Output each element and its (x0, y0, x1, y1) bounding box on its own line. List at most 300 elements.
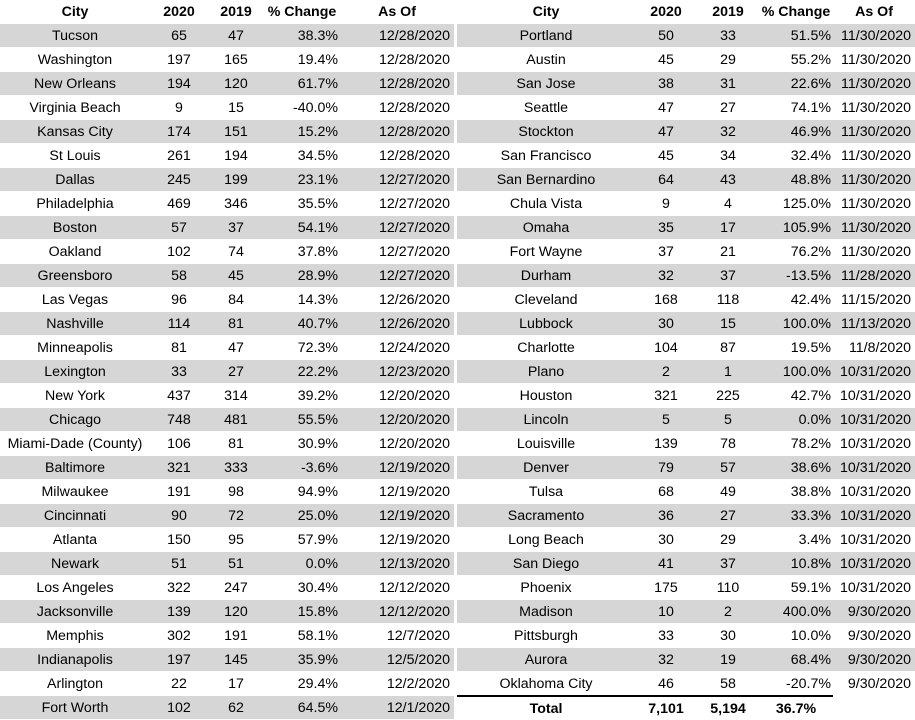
right-header-row (457, 0, 915, 24)
percent-change-cell: 35.5% (264, 192, 340, 216)
as-of-date-cell: 9/30/2020 (833, 624, 915, 648)
as-of-date-cell: 12/12/2020 (340, 576, 454, 600)
value-2020-cell: 174 (150, 120, 208, 144)
city-cell: Charlotte (457, 336, 635, 360)
column-header-2020: 2020 (163, 4, 195, 20)
as-of-date-cell: 12/19/2020 (340, 528, 454, 552)
value-2020-cell: 469 (150, 192, 208, 216)
column-header-change: % Change (267, 4, 337, 20)
city-cell: Virginia Beach (0, 96, 150, 120)
table-row (0, 144, 454, 168)
value-2019-cell: 27 (208, 360, 264, 384)
as-of-date-cell: 11/15/2020 (833, 288, 915, 312)
value-2020-cell: 32 (635, 648, 697, 672)
percent-change-cell: 94.9% (264, 480, 340, 504)
value-2020-cell: 45 (635, 144, 697, 168)
value-2019-cell: 17 (697, 216, 759, 240)
value-2019-cell: 199 (208, 168, 264, 192)
percent-change-cell: 3.4% (759, 528, 833, 552)
as-of-date-cell: 12/19/2020 (340, 480, 454, 504)
table-row (0, 624, 454, 648)
left-table-body (0, 24, 454, 720)
value-2020-cell: 748 (150, 408, 208, 432)
city-cell: Washington (0, 48, 150, 72)
value-2020-cell: 10 (635, 600, 697, 624)
value-2019-cell: 49 (697, 480, 759, 504)
city-cell: Philadelphia (0, 192, 150, 216)
percent-change-cell: 34.5% (264, 144, 340, 168)
as-of-date-cell: 11/30/2020 (833, 168, 915, 192)
value-2020-cell: 168 (635, 288, 697, 312)
column-header-city: City (61, 4, 89, 20)
city-cell: Lubbock (457, 312, 635, 336)
as-of-date-cell: 10/31/2020 (833, 384, 915, 408)
city-cell: St Louis (0, 144, 150, 168)
city-cell: Stockton (457, 120, 635, 144)
city-cell: Oklahoma City (457, 672, 635, 697)
as-of-date-cell: 12/20/2020 (340, 384, 454, 408)
right-city-table (457, 0, 915, 720)
city-cell: Cleveland (457, 288, 635, 312)
value-2019-cell: 110 (697, 576, 759, 600)
table-row (457, 144, 915, 168)
table-row (0, 528, 454, 552)
value-2020-cell: 102 (150, 240, 208, 264)
as-of-date-cell: 12/24/2020 (340, 336, 454, 360)
city-cell: Memphis (0, 624, 150, 648)
value-2019-cell: 17 (208, 672, 264, 696)
as-of-date-cell: 9/30/2020 (833, 600, 915, 624)
percent-change-cell: -40.0% (264, 96, 340, 120)
value-2020-cell: 65 (150, 24, 208, 48)
as-of-date-cell: 11/28/2020 (833, 264, 915, 288)
value-2020-cell: 9 (635, 192, 697, 216)
as-of-date-cell: 12/7/2020 (340, 624, 454, 648)
value-2020-cell: 33 (150, 360, 208, 384)
city-cell: Dallas (0, 168, 150, 192)
as-of-date-cell: 12/28/2020 (340, 120, 454, 144)
column-header-2019: 2019 (220, 4, 252, 20)
value-2019-cell: 78 (697, 432, 759, 456)
percent-change-cell: 30.4% (264, 576, 340, 600)
table-row (0, 408, 454, 432)
city-cell: Denver (457, 456, 635, 480)
percent-change-cell: -13.5% (759, 264, 833, 288)
table-row (457, 216, 915, 240)
value-2019-cell: 19 (697, 648, 759, 672)
city-cell: San Francisco (457, 144, 635, 168)
as-of-date-cell: 12/23/2020 (340, 360, 454, 384)
as-of-date-cell: 10/31/2020 (833, 480, 915, 504)
table-row (0, 264, 454, 288)
value-2019-cell: 98 (208, 480, 264, 504)
value-2020-cell: 437 (150, 384, 208, 408)
city-cell: San Bernardino (457, 168, 635, 192)
percent-change-cell: 35.9% (264, 648, 340, 672)
as-of-date-cell: 11/30/2020 (833, 96, 915, 120)
city-cell: Phoenix (457, 576, 635, 600)
value-2019-cell: 333 (208, 456, 264, 480)
value-2020-cell: 47 (635, 96, 697, 120)
city-cell: Aurora (457, 648, 635, 672)
value-2020-cell: 50 (635, 24, 697, 48)
value-2019-cell: 30 (697, 624, 759, 648)
value-2019-cell: 32 (697, 120, 759, 144)
table-row (0, 648, 454, 672)
value-2019-cell: 27 (697, 504, 759, 528)
value-2019-cell: 47 (208, 24, 264, 48)
as-of-date-cell: 12/28/2020 (340, 96, 454, 120)
percent-change-cell: 46.9% (759, 120, 833, 144)
value-2020-cell: 38 (635, 72, 697, 96)
table-row (457, 552, 915, 576)
city-cell: Portland (457, 24, 635, 48)
value-2019-cell: 81 (208, 312, 264, 336)
city-cell: Kansas City (0, 120, 150, 144)
value-2020-cell: 64 (635, 168, 697, 192)
city-cell: Chula Vista (457, 192, 635, 216)
table-row (457, 600, 915, 624)
total-label: Total (457, 696, 635, 720)
table-row (457, 408, 915, 432)
city-cell: San Diego (457, 552, 635, 576)
table-row (457, 384, 915, 408)
value-2020-cell: 35 (635, 216, 697, 240)
value-2020-cell: 104 (635, 336, 697, 360)
as-of-date-cell: 10/31/2020 (833, 408, 915, 432)
table-row (457, 48, 915, 72)
value-2020-cell: 197 (150, 48, 208, 72)
percent-change-cell: 74.1% (759, 96, 833, 120)
city-cell: Chicago (0, 408, 150, 432)
city-cell: Madison (457, 600, 635, 624)
city-cell: Sacramento (457, 504, 635, 528)
column-header-2020: 2020 (650, 4, 682, 20)
value-2020-cell: 68 (635, 480, 697, 504)
table-row (457, 24, 915, 48)
percent-change-cell: -20.7% (759, 672, 833, 697)
percent-change-cell: 64.5% (264, 696, 340, 720)
value-2020-cell: 37 (635, 240, 697, 264)
value-2020-cell: 139 (150, 600, 208, 624)
table-row (0, 672, 454, 696)
value-2019-cell: 51 (208, 552, 264, 576)
percent-change-cell: 55.2% (759, 48, 833, 72)
column-header-change: % Change (761, 4, 831, 20)
table-row (0, 456, 454, 480)
as-of-date-cell: 11/8/2020 (833, 336, 915, 360)
as-of-date-cell: 11/30/2020 (833, 144, 915, 168)
value-2019-cell: 57 (697, 456, 759, 480)
percent-change-cell: 125.0% (759, 192, 833, 216)
city-cell: Austin (457, 48, 635, 72)
table-row (457, 120, 915, 144)
value-2020-cell: 45 (635, 48, 697, 72)
value-2020-cell: 57 (150, 216, 208, 240)
table-row (457, 96, 915, 120)
percent-change-cell: 37.8% (264, 240, 340, 264)
percent-change-cell: 10.0% (759, 624, 833, 648)
value-2019-cell: 33 (697, 24, 759, 48)
percent-change-cell: 78.2% (759, 432, 833, 456)
table-row (0, 336, 454, 360)
as-of-date-cell: 10/31/2020 (833, 552, 915, 576)
percent-change-cell: 0.0% (264, 552, 340, 576)
as-of-date-cell: 12/5/2020 (340, 648, 454, 672)
value-2020-cell: 302 (150, 624, 208, 648)
table-row (457, 312, 915, 336)
left-header-row (0, 0, 454, 24)
value-2019-cell: 34 (697, 144, 759, 168)
percent-change-cell: 42.4% (759, 288, 833, 312)
table-row (457, 264, 915, 288)
value-2019-cell: 45 (208, 264, 264, 288)
percent-change-cell: -3.6% (264, 456, 340, 480)
table-row (0, 504, 454, 528)
city-cell: Nashville (0, 312, 150, 336)
percent-change-cell: 48.8% (759, 168, 833, 192)
percent-change-cell: 51.5% (759, 24, 833, 48)
as-of-date-cell: 10/31/2020 (833, 432, 915, 456)
as-of-date-cell: 10/31/2020 (833, 528, 915, 552)
value-2019-cell: 58 (697, 672, 759, 697)
value-2019-cell: 165 (208, 48, 264, 72)
as-of-date-cell: 11/30/2020 (833, 48, 915, 72)
table-row (0, 168, 454, 192)
value-2020-cell: 30 (635, 528, 697, 552)
table-row (0, 600, 454, 624)
table-row (0, 72, 454, 96)
city-cell: Minneapolis (0, 336, 150, 360)
as-of-date-cell: 12/12/2020 (340, 600, 454, 624)
percent-change-cell: 19.4% (264, 48, 340, 72)
as-of-date-cell: 12/28/2020 (340, 144, 454, 168)
percent-change-cell: 61.7% (264, 72, 340, 96)
table-row (0, 216, 454, 240)
total-2019: 5,194 (697, 696, 759, 720)
city-cell: Durham (457, 264, 635, 288)
as-of-date-cell: 12/27/2020 (340, 216, 454, 240)
as-of-date-cell: 12/13/2020 (340, 552, 454, 576)
percent-change-cell: 10.8% (759, 552, 833, 576)
table-row (0, 96, 454, 120)
value-2019-cell: 118 (697, 288, 759, 312)
as-of-date-cell: 10/31/2020 (833, 576, 915, 600)
table-row (0, 24, 454, 48)
value-2020-cell: 96 (150, 288, 208, 312)
value-2019-cell: 15 (697, 312, 759, 336)
table-row (0, 288, 454, 312)
value-2020-cell: 32 (635, 264, 697, 288)
left-city-table (0, 0, 454, 720)
table-row (0, 480, 454, 504)
value-2019-cell: 120 (208, 600, 264, 624)
value-2020-cell: 175 (635, 576, 697, 600)
value-2019-cell: 314 (208, 384, 264, 408)
city-cell: San Jose (457, 72, 635, 96)
table-row (457, 576, 915, 600)
city-cell: Tucson (0, 24, 150, 48)
value-2020-cell: 79 (635, 456, 697, 480)
percent-change-cell: 55.5% (264, 408, 340, 432)
percent-change-cell: 32.4% (759, 144, 833, 168)
as-of-date-cell: 11/30/2020 (833, 240, 915, 264)
value-2019-cell: 84 (208, 288, 264, 312)
percent-change-cell: 28.9% (264, 264, 340, 288)
percent-change-cell: 38.6% (759, 456, 833, 480)
value-2020-cell: 197 (150, 648, 208, 672)
percent-change-cell: 0.0% (759, 408, 833, 432)
as-of-date-cell: 10/31/2020 (833, 456, 915, 480)
table-row (0, 360, 454, 384)
as-of-date-cell: 11/30/2020 (833, 72, 915, 96)
table-row (457, 192, 915, 216)
city-cell: Plano (457, 360, 635, 384)
value-2019-cell: 145 (208, 648, 264, 672)
total-2020: 7,101 (635, 696, 697, 720)
city-cell: Seattle (457, 96, 635, 120)
as-of-date-cell: 9/30/2020 (833, 672, 915, 697)
table-row (0, 696, 454, 720)
value-2020-cell: 321 (635, 384, 697, 408)
as-of-date-cell: 12/20/2020 (340, 408, 454, 432)
value-2020-cell: 5 (635, 408, 697, 432)
value-2019-cell: 1 (697, 360, 759, 384)
right-table-body (457, 24, 915, 696)
as-of-date-cell: 12/2/2020 (340, 672, 454, 696)
city-cell: Boston (0, 216, 150, 240)
percent-change-cell: 14.3% (264, 288, 340, 312)
value-2020-cell: 139 (635, 432, 697, 456)
value-2020-cell: 41 (635, 552, 697, 576)
table-row (457, 480, 915, 504)
table-row (457, 336, 915, 360)
city-cell: Long Beach (457, 528, 635, 552)
table-row (457, 432, 915, 456)
value-2019-cell: 191 (208, 624, 264, 648)
as-of-date-cell: 12/19/2020 (340, 504, 454, 528)
as-of-date-cell: 12/19/2020 (340, 456, 454, 480)
city-cell: Miami-Dade (County) (0, 432, 150, 456)
value-2020-cell: 30 (635, 312, 697, 336)
value-2020-cell: 261 (150, 144, 208, 168)
value-2019-cell: 62 (208, 696, 264, 720)
value-2019-cell: 4 (697, 192, 759, 216)
percent-change-cell: 15.2% (264, 120, 340, 144)
as-of-date-cell: 12/27/2020 (340, 264, 454, 288)
table-row (457, 360, 915, 384)
percent-change-cell: 15.8% (264, 600, 340, 624)
as-of-date-cell: 10/31/2020 (833, 504, 915, 528)
city-cell: Milwaukee (0, 480, 150, 504)
value-2020-cell: 2 (635, 360, 697, 384)
value-2020-cell: 245 (150, 168, 208, 192)
percent-change-cell: 100.0% (759, 360, 833, 384)
percent-change-cell: 72.3% (264, 336, 340, 360)
percent-change-cell: 38.3% (264, 24, 340, 48)
value-2020-cell: 191 (150, 480, 208, 504)
city-cell: Fort Wayne (457, 240, 635, 264)
as-of-date-cell: 12/27/2020 (340, 240, 454, 264)
value-2019-cell: 194 (208, 144, 264, 168)
city-cell: Jacksonville (0, 600, 150, 624)
percent-change-cell: 42.7% (759, 384, 833, 408)
value-2019-cell: 29 (697, 528, 759, 552)
percent-change-cell: 59.1% (759, 576, 833, 600)
value-2020-cell: 33 (635, 624, 697, 648)
value-2019-cell: 47 (208, 336, 264, 360)
column-header-city: City (532, 4, 560, 20)
value-2020-cell: 58 (150, 264, 208, 288)
value-2019-cell: 29 (697, 48, 759, 72)
table-row (0, 48, 454, 72)
as-of-date-cell: 11/13/2020 (833, 312, 915, 336)
value-2019-cell: 87 (697, 336, 759, 360)
value-2019-cell: 37 (697, 264, 759, 288)
city-cell: Arlington (0, 672, 150, 696)
percent-change-cell: 29.4% (264, 672, 340, 696)
percent-change-cell: 25.0% (264, 504, 340, 528)
city-cell: Baltimore (0, 456, 150, 480)
city-cell: Louisville (457, 432, 635, 456)
value-2019-cell: 15 (208, 96, 264, 120)
city-cell: Las Vegas (0, 288, 150, 312)
table-row (0, 552, 454, 576)
as-of-date-cell: 11/30/2020 (833, 24, 915, 48)
percent-change-cell: 54.1% (264, 216, 340, 240)
city-cell: Atlanta (0, 528, 150, 552)
percent-change-cell: 105.9% (759, 216, 833, 240)
value-2019-cell: 225 (697, 384, 759, 408)
city-cell: Lexington (0, 360, 150, 384)
as-of-date-cell: 10/31/2020 (833, 360, 915, 384)
as-of-date-cell: 12/28/2020 (340, 24, 454, 48)
table-row (0, 384, 454, 408)
as-of-date-cell: 12/28/2020 (340, 48, 454, 72)
value-2020-cell: 194 (150, 72, 208, 96)
value-2020-cell: 322 (150, 576, 208, 600)
as-of-date-cell: 11/30/2020 (833, 120, 915, 144)
city-cell: Fort Worth (0, 696, 150, 720)
percent-change-cell: 76.2% (759, 240, 833, 264)
as-of-date-cell: 11/30/2020 (833, 192, 915, 216)
value-2019-cell: 37 (697, 552, 759, 576)
value-2020-cell: 102 (150, 696, 208, 720)
percent-change-cell: 19.5% (759, 336, 833, 360)
value-2019-cell: 74 (208, 240, 264, 264)
table-row (457, 624, 915, 648)
as-of-date-cell: 12/20/2020 (340, 432, 454, 456)
as-of-date-cell: 12/27/2020 (340, 192, 454, 216)
value-2019-cell: 120 (208, 72, 264, 96)
city-cell: Lincoln (457, 408, 635, 432)
city-cell: Omaha (457, 216, 635, 240)
city-cell: Greensboro (0, 264, 150, 288)
value-2020-cell: 51 (150, 552, 208, 576)
table-row (0, 192, 454, 216)
value-2019-cell: 95 (208, 528, 264, 552)
value-2020-cell: 90 (150, 504, 208, 528)
column-header-2019: 2019 (712, 4, 744, 20)
value-2019-cell: 43 (697, 168, 759, 192)
value-2019-cell: 346 (208, 192, 264, 216)
value-2020-cell: 22 (150, 672, 208, 696)
as-of-date-cell: 12/26/2020 (340, 312, 454, 336)
value-2019-cell: 81 (208, 432, 264, 456)
city-cell: Oakland (0, 240, 150, 264)
table-row (0, 432, 454, 456)
percent-change-cell: 33.3% (759, 504, 833, 528)
